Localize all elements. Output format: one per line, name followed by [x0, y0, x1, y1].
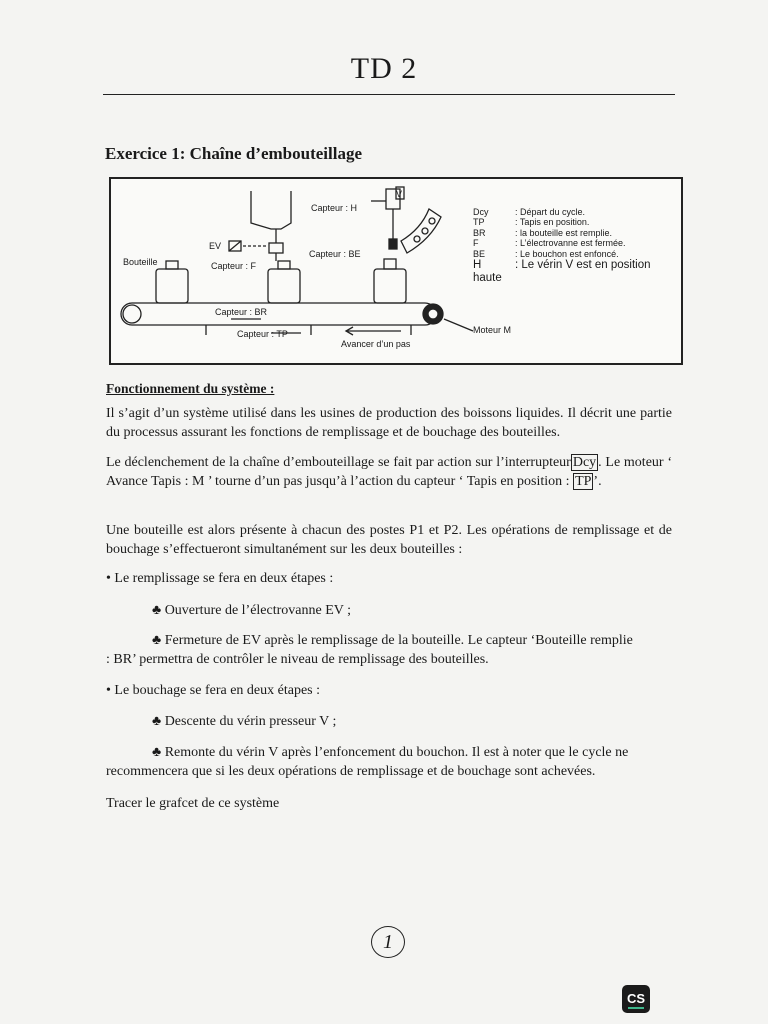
paragraph-stations: Une bouteille est alors présente à chacun des postes P1 et P2. Les opérations de remplissage et de bouchage s’effectueront simultanément sur les deux bouteilles :	[106, 523, 672, 557]
page-number: 1	[371, 926, 405, 958]
capteur-be-label: Capteur : BE	[309, 249, 361, 259]
capteur-br-label: Capteur : BR	[215, 307, 268, 317]
legend-row: BE : Le bouchon est enfoncé.	[473, 248, 619, 259]
legend-row: H : Le vérin V est en position	[473, 259, 651, 272]
page-title: TD 2	[350, 52, 418, 85]
title-rule	[103, 94, 675, 95]
bouteille-label: Bouteille	[123, 257, 158, 267]
tp-term: TP	[575, 473, 592, 489]
bullet-bouchage: • Le bouchage se fera en deux étapes :	[106, 683, 321, 698]
club-item-1: ♣ Ouverture de l’électrovanne EV ;	[152, 603, 352, 618]
ev-label: EV	[209, 241, 222, 251]
bottling-diagram	[109, 177, 683, 365]
final-instruction: Tracer le grafcet de ce système	[106, 796, 280, 811]
exercise-title: Exercice 1: Chaîne d’embouteillage	[105, 144, 363, 163]
paragraph-trigger: Le déclenchement de la chaîne d’embouteillage se fait par action sur l’interrupteur Dcy . Le moteur ‘ Avance Tapis : M ’ tourne d’un pas jusqu’à l’action du capteur ‘ Tapis en position : TP ’.	[106, 455, 672, 489]
legend-row: TP : Tapis en position.	[473, 217, 590, 228]
bullet-remplissage: • Le remplissage se fera en deux étapes :	[106, 571, 334, 586]
club-item-3: ♣ Descente du vérin presseur V ;	[152, 714, 337, 729]
diagram-legend	[473, 207, 651, 285]
capteur-tp-label: Capteur : TP	[237, 329, 288, 339]
dcy-term: Dcy	[572, 455, 597, 470]
moteur-label: Moteur M	[473, 325, 512, 335]
avancer-label: Avancer d’un pas	[341, 339, 411, 349]
capteur-f-label: Capteur : F	[211, 261, 257, 271]
legend-row: haute	[473, 272, 502, 285]
club-item-4b: recommencera que si les deux opérations de remplissage et de bouchage sont achevées.	[106, 764, 596, 779]
v-label: V	[396, 189, 403, 199]
legend-row: Dcy : Départ du cycle.	[473, 207, 586, 217]
legend-row: BR : la bouteille est remplie.	[473, 227, 613, 238]
paragraph-intro: Il s’agit d’un système utilisé dans les usines de production des boissons liquides. Il décrit une partie du processus assurant les fonctions de remplissage et de bouchage des bouteilles.	[106, 406, 672, 440]
camscanner-logo: CS	[622, 985, 650, 1013]
club-item-2b: : BR’ permettra de contrôler le niveau de remplissage des bouteilles.	[106, 652, 489, 667]
legend-row: F : L’électrovanne est fermée.	[473, 238, 626, 249]
club-item-2a: ♣ Fermeture de EV après le remplissage de la bouteille. Le capteur ‘Bouteille remplie	[152, 633, 633, 648]
section-title: Fonctionnement du système :	[106, 381, 275, 396]
capteur-h-label: Capteur : H	[311, 203, 358, 213]
club-item-4a: ♣ Remonte du vérin V après l’enfoncement du bouchon. Il est à noter que le cycle ne	[152, 745, 629, 760]
